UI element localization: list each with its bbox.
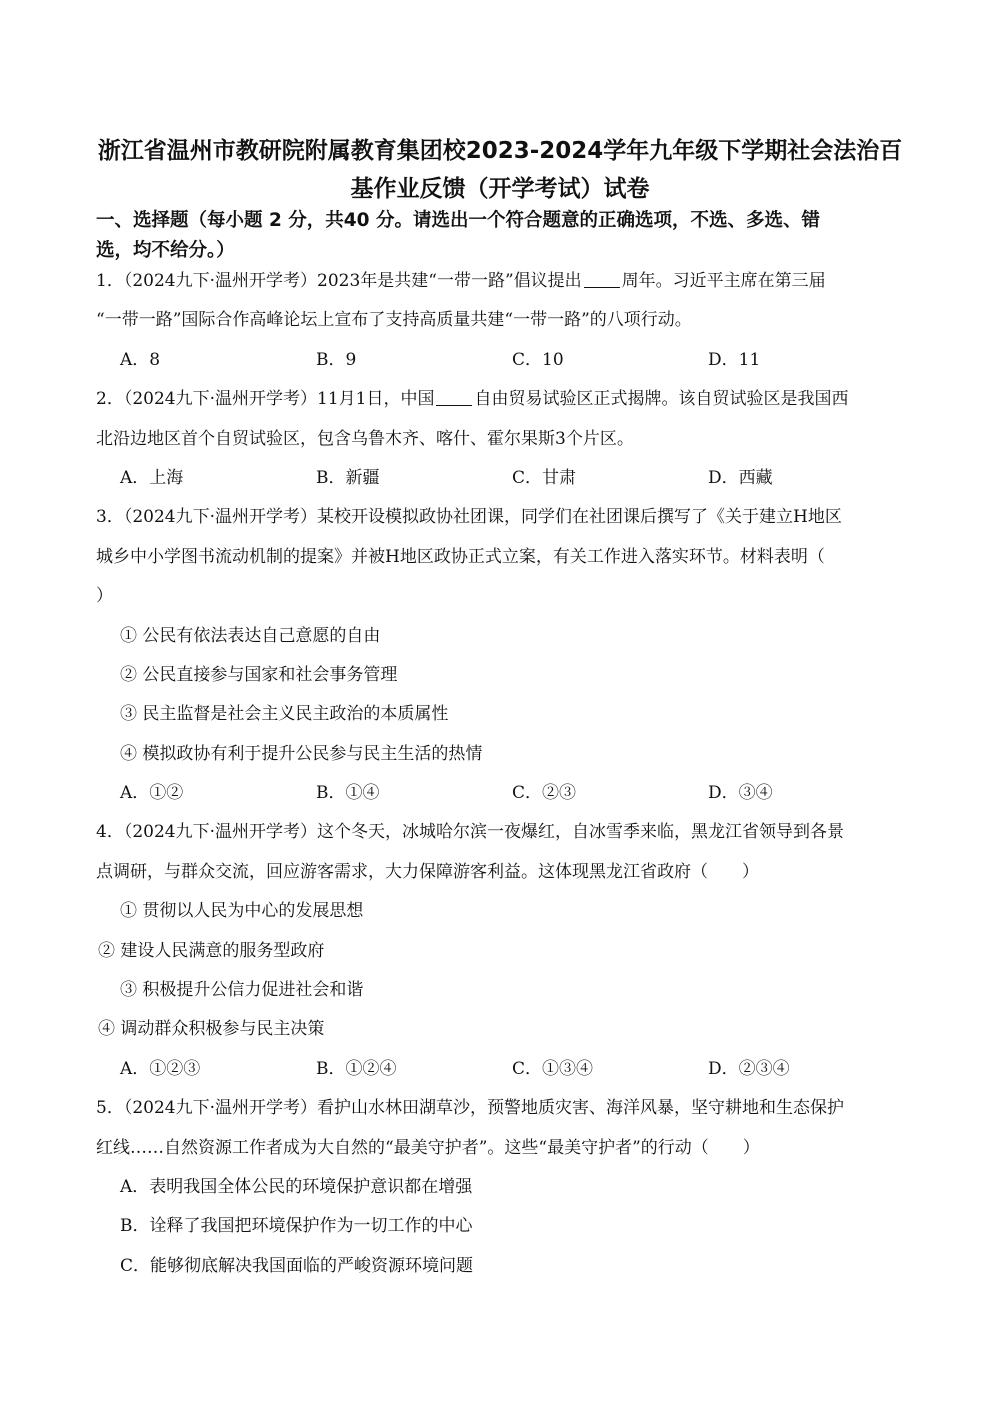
question-list: [96, 262, 908, 1286]
section-heading: [96, 206, 912, 266]
question-text: 看护山水林田湖草沙，预警地质灾害、海洋风暴，坚守耕地和生态保护: [317, 1098, 844, 1119]
question-text: 周年。习近平主席在第三届: [621, 271, 826, 291]
option-d[interactable]: D．②③④: [708, 1058, 790, 1079]
option-c[interactable]: C．①③④: [512, 1058, 594, 1079]
question-number: 2．: [96, 389, 124, 410]
option-b[interactable]: B．诠释了我国把环境保护作为一切工作的中心: [120, 1216, 473, 1237]
question-2: [96, 380, 908, 498]
question-text: 点调研，与群众交流，回应游客需求，大力保障游客利益。这体现黑龙江省政府（ ）: [96, 861, 759, 882]
statement-3: ③ 积极提升公信力促进社会和谐: [120, 980, 364, 1001]
statement-2: ② 公民直接参与国家和社会事务管理: [120, 664, 398, 685]
option-d[interactable]: D．西藏: [708, 467, 773, 488]
question-source: （2024九下·温州开学考）: [123, 271, 317, 291]
question-source: （2024九下·温州开学考）: [123, 507, 317, 528]
exam-title: [80, 132, 920, 208]
title-line-2: 基作业反馈（开学考试）试卷: [350, 176, 650, 202]
question-number: 5．: [96, 1098, 124, 1119]
question-text: ）: [96, 586, 113, 607]
option-a[interactable]: A．①②③: [120, 1058, 201, 1079]
question-text: 北沿边地区首个自贸试验区，包含乌鲁木齐、喀什、霍尔果斯3个片区。: [96, 428, 634, 449]
statement-2: ② 建设人民满意的服务型政府: [98, 940, 325, 961]
question-5: [96, 1089, 908, 1286]
option-a[interactable]: A．①②: [120, 783, 184, 804]
question-text: 自由贸易试验区正式揭牌。该自贸试验区是我国西: [474, 389, 849, 410]
title-line-1: 浙江省温州市教研院附属教育集团校2023-2024学年九年级下学期社会法治百: [97, 138, 903, 164]
question-text: 某校开设模拟政协社团课，同学们在社团课后撰写了《关于建立H地区: [317, 507, 842, 528]
option-d[interactable]: D．11: [708, 349, 761, 370]
option-a[interactable]: A．8: [120, 349, 161, 370]
section-heading-line-2: 选，均不给分。）: [96, 240, 235, 261]
question-number: 1．: [96, 271, 124, 291]
fill-blank: [436, 385, 472, 406]
question-1: [96, 262, 908, 380]
option-c[interactable]: C．②③: [512, 783, 577, 804]
option-d[interactable]: D．③④: [708, 783, 773, 804]
statement-4: ④ 调动群众积极参与民主决策: [98, 1019, 325, 1040]
option-c[interactable]: C．能够彻底解决我国面临的严峻资源环境问题: [120, 1255, 474, 1276]
question-text: 11月1日，中国: [317, 389, 435, 410]
question-3: [96, 498, 908, 813]
option-b[interactable]: B．9: [316, 349, 357, 370]
option-row: [96, 459, 908, 498]
option-b[interactable]: B．新疆: [316, 467, 380, 488]
question-number: 4．: [96, 822, 124, 843]
question-source: （2024九下·温州开学考）: [123, 822, 317, 843]
option-b[interactable]: B．①④: [316, 783, 380, 804]
section-heading-line-1: 一、选择题（每小题 2 分，共40 分。请选出一个符合题意的正确选项，不选、多选、错: [96, 210, 820, 231]
statement-3: ③ 民主监督是社会主义民主政治的本质属性: [120, 704, 449, 725]
option-c[interactable]: C．10: [512, 349, 564, 370]
question-text: 红线……自然资源工作者成为大自然的“最美守护者”。这些“最美守护者”的行动（ ）: [96, 1137, 760, 1158]
question-text: 这个冬天，冰城哈尔滨一夜爆红，自冰雪季来临，黑龙江省领导到各景: [317, 822, 844, 843]
statement-4: ④ 模拟政协有利于提升公民参与民主生活的热情: [120, 743, 483, 764]
option-row: [96, 341, 908, 380]
option-a[interactable]: A．表明我国全体公民的环境保护意识都在增强: [120, 1176, 473, 1197]
fill-blank: [584, 267, 620, 288]
question-source: （2024九下·温州开学考）: [123, 389, 317, 410]
question-text: 城乡中小学图书流动机制的提案》并被H地区政协正式立案，有关工作进入落实环节。材料表明（: [96, 546, 825, 567]
option-a[interactable]: A．上海: [120, 467, 184, 488]
question-4: [96, 813, 908, 1089]
question-text: “一带一路”国际合作高峰论坛上宣布了支持高质量共建“一带一路”的八项行动。: [96, 310, 692, 331]
statement-1: ① 公民有依法表达自己意愿的自由: [120, 625, 381, 646]
option-row: [96, 774, 908, 813]
question-text: 2023年是共建“一带一路”倡议提出: [317, 271, 582, 291]
option-row: [96, 1050, 908, 1089]
option-c[interactable]: C．甘肃: [512, 467, 577, 488]
statement-1: ① 贯彻以人民为中心的发展思想: [120, 901, 364, 922]
question-source: （2024九下·温州开学考）: [123, 1098, 317, 1119]
option-b[interactable]: B．①②④: [316, 1058, 397, 1079]
question-number: 3．: [96, 507, 124, 528]
